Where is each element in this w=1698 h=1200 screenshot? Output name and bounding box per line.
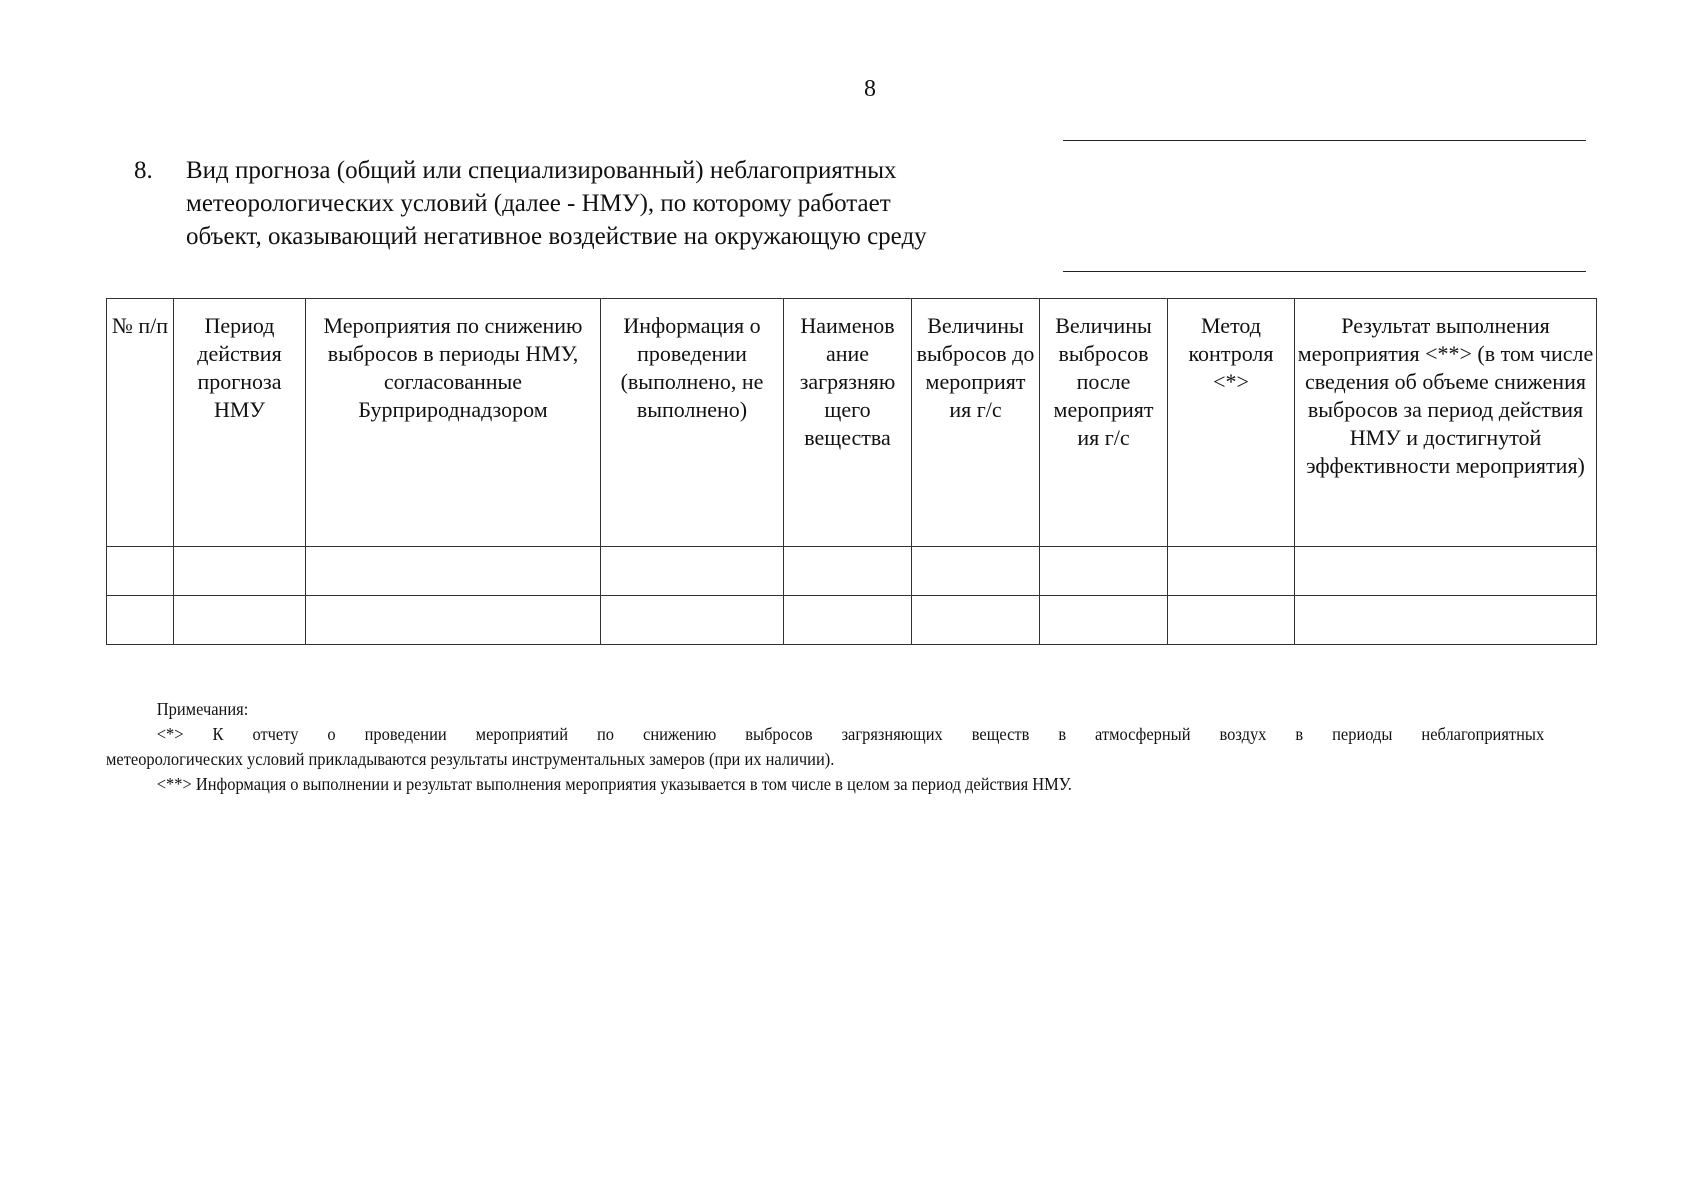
table-cell[interactable]: [306, 596, 601, 645]
note-1-line-2: метеорологических условий прикладываются результаты инструментальных замеров (при их наличии).: [106, 749, 835, 769]
table-cell[interactable]: [601, 596, 784, 645]
header-control-method: Метод контроля <*>: [1168, 299, 1295, 547]
header-result: Результат выполнения мероприятия <**> (в том числе сведения об объеме снижения выбросов за период действия НМУ и достигнутой эффективности мероприятия): [1295, 299, 1597, 547]
table-cell[interactable]: [1168, 547, 1295, 596]
table-cell[interactable]: [784, 547, 912, 596]
header-forecast-period: Период действия прогноза НМУ: [174, 299, 306, 547]
notes: [106, 697, 1544, 797]
page-number: 8: [864, 76, 876, 102]
table-header-row: [107, 299, 1597, 547]
table-cell[interactable]: [601, 547, 784, 596]
table-cell[interactable]: [912, 596, 1040, 645]
table-cell[interactable]: [174, 596, 306, 645]
table-cell[interactable]: [306, 547, 601, 596]
section-line: Вид прогноза (общий или специализированный) неблагоприятных: [186, 157, 897, 184]
table-row: [107, 547, 1597, 596]
header-pollutant-name: Наименов ание загрязняю щего вещества: [784, 299, 912, 547]
note-1-line-1: <*> К отчету о проведении мероприятий по снижению выбросов загрязняющих веществ в атмосферный воздух в периоды неблагоприятных: [156, 724, 1545, 744]
note-2: <**> Информация о выполнении и результат выполнения мероприятия указывается в том числе в целом за период действия НМУ.: [156, 774, 1072, 794]
header-number: № п/п: [107, 299, 174, 547]
header-emissions-before: Величины выбросов до мероприят ия г/с: [912, 299, 1040, 547]
header-measures: Мероприятия по снижению выбросов в периоды НМУ, согласованные Бурприроднадзором: [306, 299, 601, 547]
header-emissions-after: Величины выбросов после мероприят ия г/с: [1040, 299, 1168, 547]
table-cell[interactable]: [784, 596, 912, 645]
table-cell[interactable]: [174, 547, 306, 596]
fill-in-line-1[interactable]: [1063, 140, 1586, 141]
notes-title: Примечания:: [156, 699, 249, 719]
measures-table: [106, 298, 1597, 645]
table-cell[interactable]: [107, 596, 174, 645]
section-number: 8.: [134, 157, 153, 184]
fill-in-line-2[interactable]: [1063, 271, 1586, 272]
header-execution-info: Информация о проведении (выполнено, не выполнено): [601, 299, 784, 547]
table-cell[interactable]: [1040, 547, 1168, 596]
section-line: объект, оказывающий негативное воздействие на окружающую среду: [186, 223, 927, 250]
table-cell[interactable]: [1295, 596, 1597, 645]
section-line: метеорологических условий (далее - НМУ), по которому работает: [186, 190, 891, 217]
table-row: [107, 596, 1597, 645]
table-cell[interactable]: [1295, 547, 1597, 596]
table-cell[interactable]: [107, 547, 174, 596]
table-cell[interactable]: [1168, 596, 1295, 645]
table-cell[interactable]: [1040, 596, 1168, 645]
table-cell[interactable]: [912, 547, 1040, 596]
section-text: [186, 154, 1086, 253]
